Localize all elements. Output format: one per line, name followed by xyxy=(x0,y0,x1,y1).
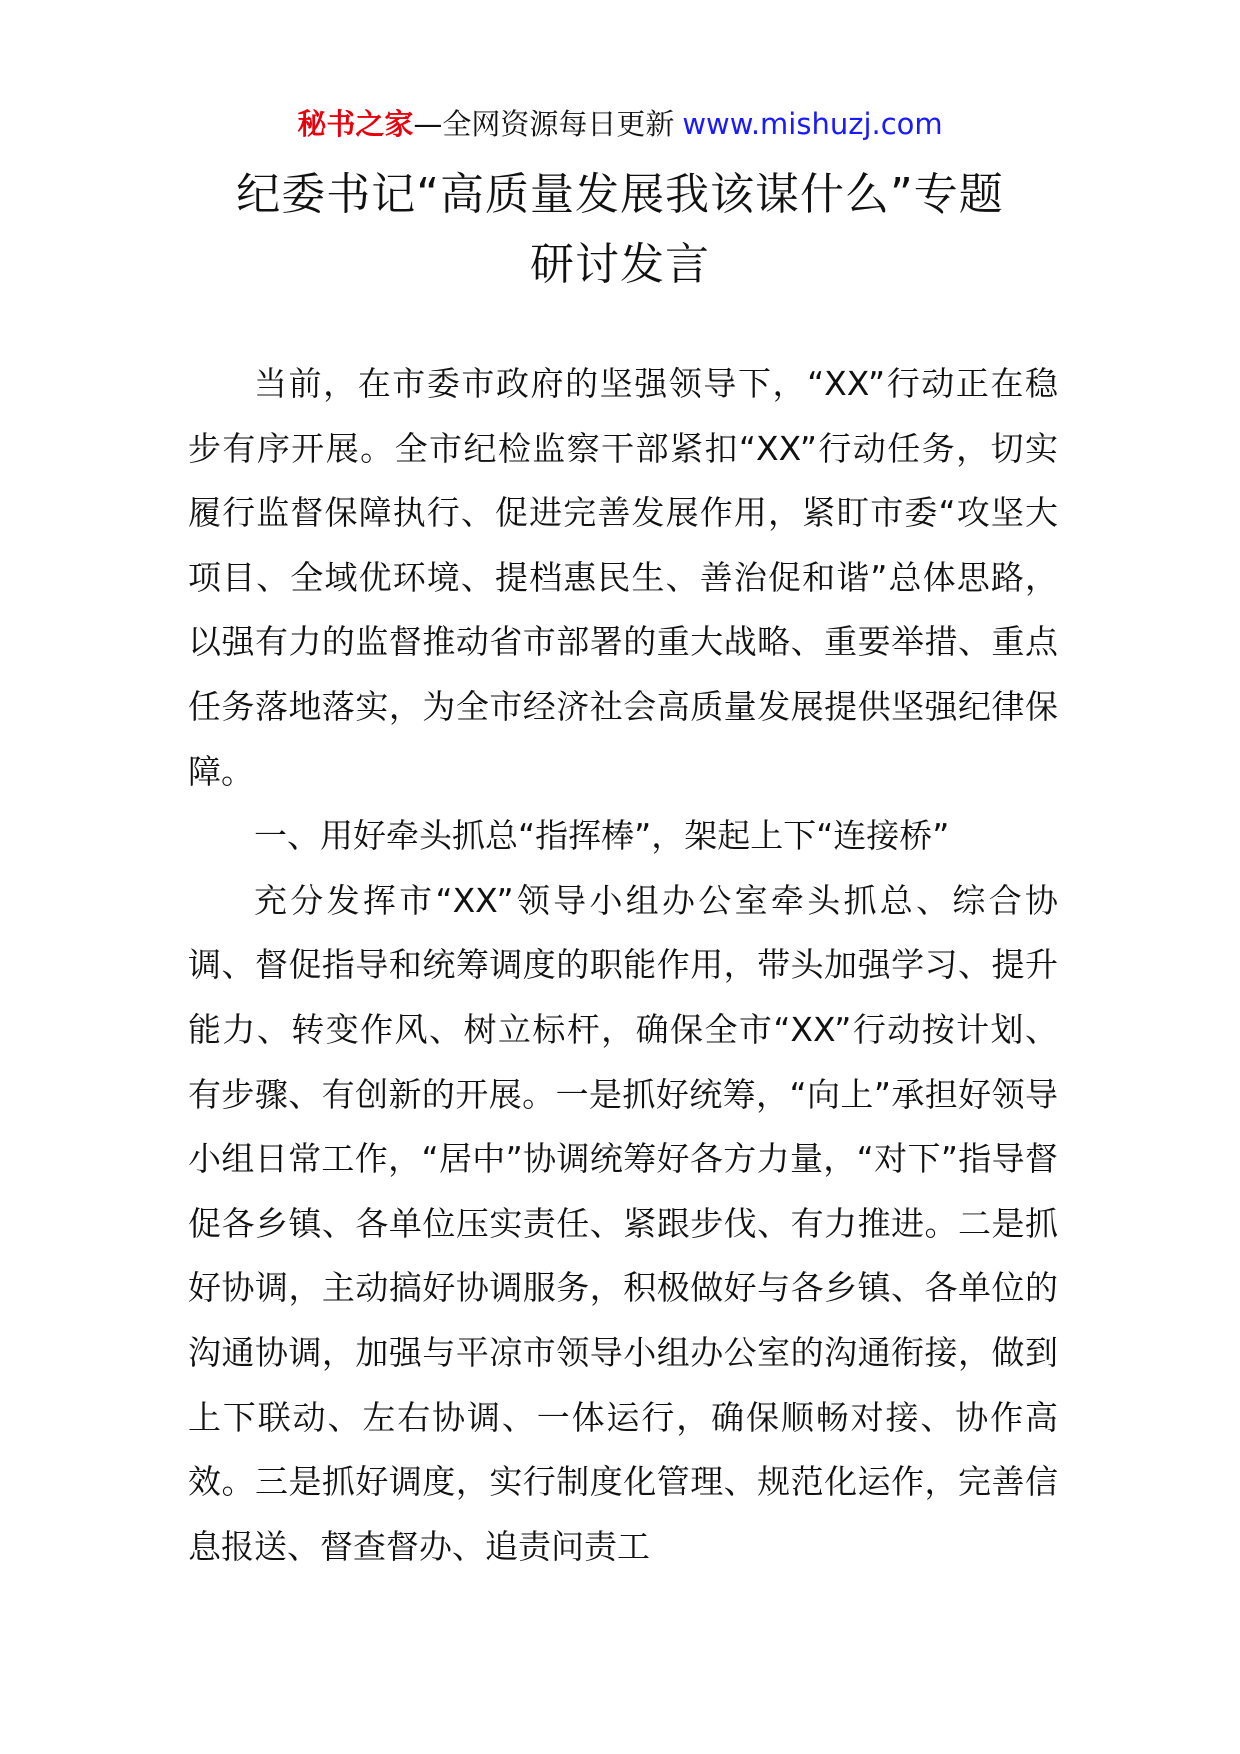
site-banner xyxy=(0,102,1240,146)
site-url-link[interactable]: www.mishuzj.com xyxy=(682,107,943,141)
document-title-line-2: 研讨发言 xyxy=(530,239,710,290)
site-brand: 秘书之家 xyxy=(297,107,414,141)
site-slogan: —全网资源每日更新 xyxy=(413,107,675,141)
document-title xyxy=(160,160,1080,300)
section-1-heading: 一、用好牵头抓总“指挥棒”，架起上下“连接桥” xyxy=(254,816,950,856)
document-title-line-1: 纪委书记“高质量发展我该谋什么”专题 xyxy=(236,169,1004,220)
section-1-paragraph: 充分发挥市“XX”领导小组办公室牵头抓总、综合协调、督促指导和统筹调度的职能作用，带头加强学习、提升能力、转变作风、树立标杆，确保全市“XX”行动按计划、有步骤、有创新的开展。一是抓好统筹，“向上”承担好领导小组日常工作，“居中”协调统筹好各方力量，“对下”指导督促各乡镇、各单位压实责任、紧跟步伐、有力推进。二是抓好协调，主动搞好协调服务，积极做好与各乡镇、各单位的沟通协调，加强与平凉市领导小组办公室的沟通衔接，做到上下联动、左右协调、一体运行，确保顺畅对接、协作高效。三是抓好调度，实行制度化管理、规范化运作，完善信息报送、督查督办、追责问责工 xyxy=(188,880,1058,1566)
intro-paragraph: 当前，在市委市政府的坚强领导下，“XX”行动正在稳步有序开展。全市纪检监察干部紧扣“XX”行动任务，切实履行监督保障执行、促进完善发展作用，紧盯市委“攻坚大项目、全域优环境、提档惠民生、善治促和谐”总体思路，以强有力的监督推动省市部署的重大战略、重要举措、重点任务落地落实，为全市经济社会高质量发展提供坚强纪律保障。 xyxy=(188,364,1058,791)
document-body xyxy=(188,352,1058,1579)
